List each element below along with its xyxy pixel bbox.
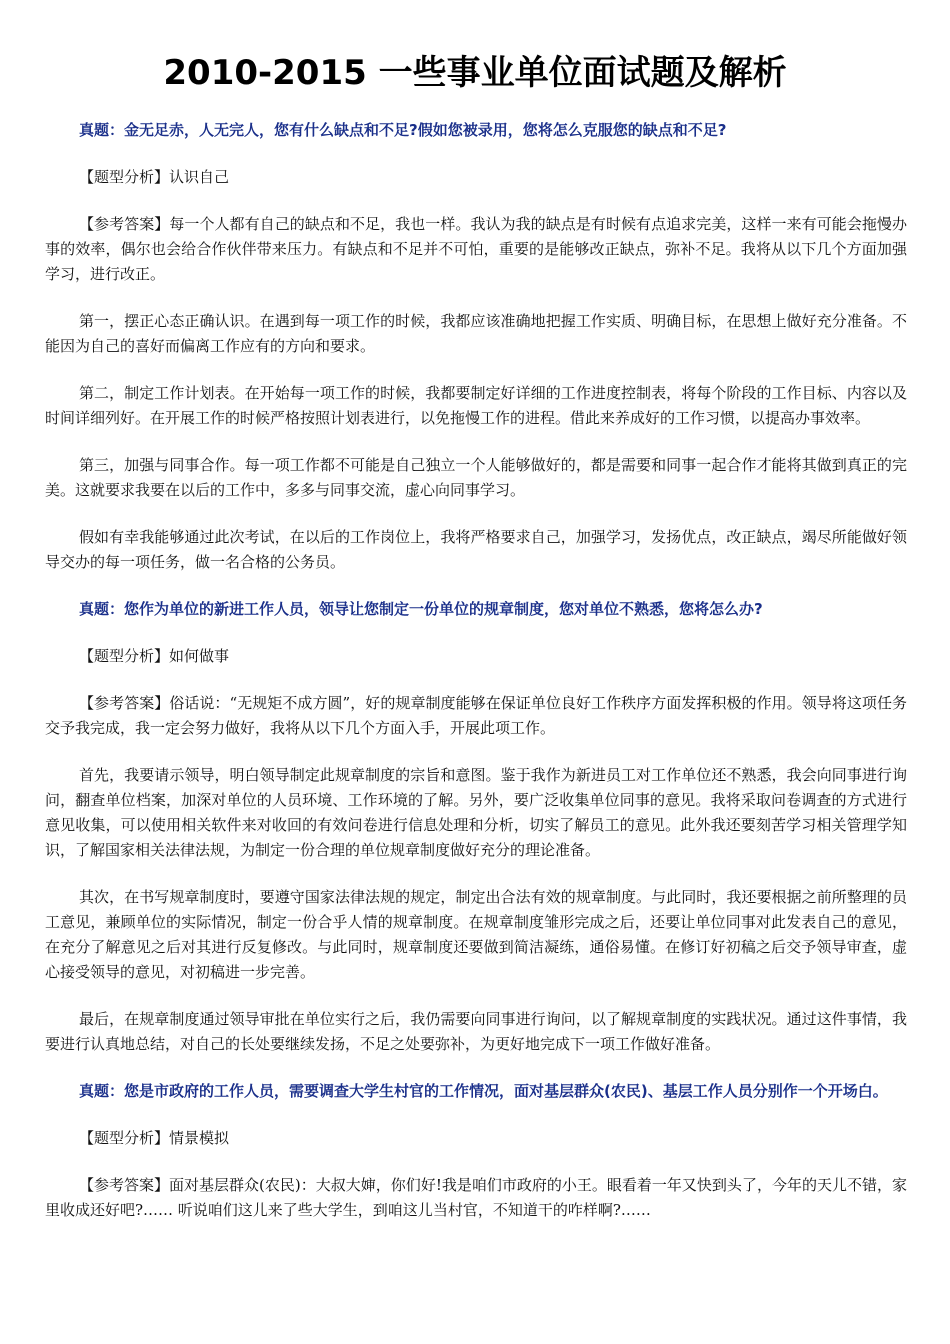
body-paragraph: 【参考答案】面对基层群众(农民)：大叔大婶，你们好!我是咱们市政府的小王。眼看着一年又快到头了，今年的天儿不错，家里收成还好吧?…… 听说咱们这儿来了些大学生，到咱这儿当村官，不知道干的咋样啊?…… [45, 1176, 907, 1219]
body-paragraph: 其次，在书写规章制度时，要遵守国家法律法规的规定，制定出合法有效的规章制度。与此同时，我还要根据之前所整理的员工意见，兼顾单位的实际情况，制定一份合乎人情的规章制度。在规章制度雏形完成之后，还要让单位同事对此发表自己的意见，在充分了解意见之后对其进行反复修改。与此同时，规章制度还要做到简洁凝练，通俗易懂。在修订好初稿之后交予领导审查，虚心接受领导的意见，对初稿进一步完善。 [45, 888, 907, 981]
body-paragraph: 【参考答案】每一个人都有自己的缺点和不足，我也一样。我认为我的缺点是有时候有点追求完美，这样一来有可能会拖慢办事的效率，偶尔也会给合作伙伴带来压力。有缺点和不足并不可怕，重要的是能够改正缺点，弥补不足。我将从以下几个方面加强学习，进行改正。 [45, 215, 907, 283]
question-paragraph: 真题：您作为单位的新进工作人员，领导让您制定一份单位的规章制度，您对单位不熟悉，您将怎么办? [79, 600, 763, 618]
document-content [45, 118, 907, 1245]
body-paragraph: 第二，制定工作计划表。在开始每一项工作的时候，我都要制定好详细的工作进度控制表，将每个阶段的工作目标、内容以及时间详细列好。在开展工作的时候严格按照计划表进行，以免拖慢工作的进程。借此来养成好的工作习惯，以提高办事效率。 [45, 384, 907, 427]
body-paragraph: 最后，在规章制度通过领导审批在单位实行之后，我仍需要向同事进行询问，以了解规章制度的实践状况。通过这件事情，我要进行认真地总结，对自己的长处要继续发扬，不足之处要弥补，为更好地完成下一项工作做好准备。 [45, 1010, 907, 1053]
question-paragraph: 真题：您是市政府的工作人员，需要调查大学生村官的工作情况，面对基层群众(农民)、基层工作人员分别作一个开场白。 [79, 1082, 888, 1100]
question-paragraph: 真题：金无足赤，人无完人，您有什么缺点和不足?假如您被录用，您将怎么克服您的缺点和不足? [79, 121, 727, 139]
body-paragraph: 第三，加强与同事合作。每一项工作都不可能是自己独立一个人能够做好的，都是需要和同事一起合作才能将其做到真正的完美。这就要求我要在以后的工作中，多多与同事交流，虚心向同事学习。 [45, 456, 907, 499]
body-paragraph: 【题型分析】认识自己 [79, 168, 230, 186]
body-paragraph: 首先，我要请示领导，明白领导制定此规章制度的宗旨和意图。鉴于我作为新进员工对工作单位还不熟悉，我会向同事进行询问，翻查单位档案，加深对单位的人员环境、工作环境的了解。另外，要广泛收集单位同事的意见。我将采取问卷调查的方式进行意见收集，可以使用相关软件来对收回的有效问卷进行信息处理和分析，切实了解员工的意见。此外我还要刻苦学习相关管理学知识，了解国家相关法律法规，为制定一份合理的单位规章制度做好充分的理论准备。 [45, 766, 907, 859]
body-paragraph: 【参考答案】俗话说：“无规矩不成方圆”，好的规章制度能够在保证单位良好工作秩序方面发挥积极的作用。领导将这项任务交予我完成，我一定会努力做好，我将从以下几个方面入手，开展此项工作。 [45, 694, 907, 737]
body-paragraph: 假如有幸我能够通过此次考试，在以后的工作岗位上，我将严格要求自己，加强学习，发扬优点，改正缺点，竭尽所能做好领导交办的每一项任务，做一名合格的公务员。 [45, 528, 907, 571]
document-title: 2010-2015 一些事业单位面试题及解析 [163, 53, 787, 93]
body-paragraph: 【题型分析】情景模拟 [79, 1129, 230, 1147]
body-paragraph: 【题型分析】如何做事 [79, 647, 230, 665]
body-paragraph: 第一，摆正心态正确认识。在遇到每一项工作的时候，我都应该准确地把握工作实质、明确目标，在思想上做好充分准备。不能因为自己的喜好而偏离工作应有的方向和要求。 [45, 312, 907, 355]
